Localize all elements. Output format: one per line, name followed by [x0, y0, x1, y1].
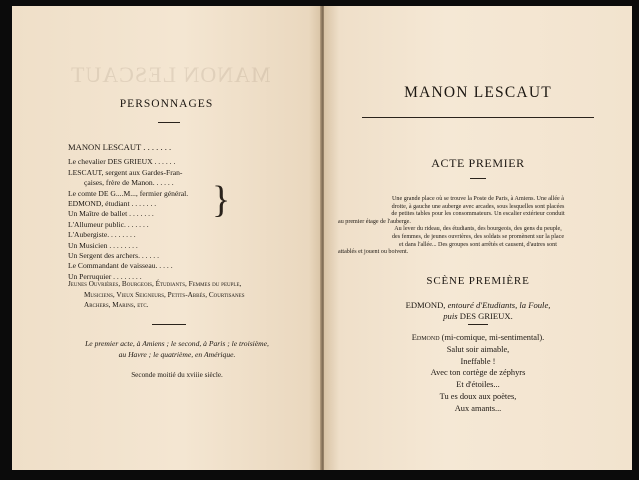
- character-name: EDMOND,: [405, 300, 446, 310]
- speaker-line: [324, 332, 632, 344]
- title-rule: [362, 117, 594, 118]
- cast-entry: Le chevalier DES GRIEUX . . . . . .: [68, 157, 176, 167]
- personnages-rule: [158, 122, 180, 123]
- entrance-rule: [468, 324, 488, 325]
- ensemble-list: [68, 279, 308, 311]
- entrance-line-1: [324, 300, 632, 311]
- verse-line: Aux amants...: [454, 403, 502, 413]
- cast-entry: Un Sergent des archers. . . . . .: [68, 250, 159, 260]
- speaker-name: Edmond: [411, 333, 440, 342]
- play-title: MANON LESCAUT: [404, 84, 552, 101]
- cast-entry: L'Aubergiste. . . . . . . .: [68, 230, 136, 240]
- stage-line: Au lever du rideau, des étudiants, des bourgeois, des gens du peuple,: [394, 226, 562, 233]
- stage-directions: [332, 196, 624, 257]
- right-page: [324, 6, 632, 470]
- cast-entry: LESCAUT, sergent aux Gardes-Fran-: [68, 167, 183, 177]
- verse-line: Ineffable !: [460, 356, 496, 366]
- verse-block: [324, 332, 632, 415]
- ensemble-line: Jeunes Ouvrières, Bourgeois, Étudiants, Femmes du peuple,: [68, 280, 242, 288]
- verse-line: Salut soir aimable,: [446, 344, 510, 354]
- scene-heading: SCÈNE PREMIÈRE: [426, 275, 530, 287]
- cast-entry: çaises, frère de Manon. . . . . .: [84, 178, 174, 188]
- cast-entry: Un Musicien . . . . . . . .: [68, 240, 138, 250]
- scene-entrance: [324, 300, 632, 322]
- verse-line: Avec ton cortège de zéphyrs: [430, 368, 526, 378]
- stage-line: Une grande place où se trouve la Poste de Paris, à Amiens. Une allée à: [392, 196, 564, 202]
- cast-entry: Le Commandant de vaisseau. . . . .: [68, 261, 173, 271]
- verse-line: Et d'étoiles...: [456, 380, 500, 390]
- stage-line: et dans l'allée... Des groupes sont arrêtés et causent, d'autres sont: [399, 241, 557, 248]
- cast-entry: EDMOND, étudiant . . . . . . .: [68, 198, 157, 208]
- entrance-line-2: [324, 311, 632, 322]
- setting-line: Le premier acte, à Amiens ; le second, à Paris ; le troisième,: [85, 339, 269, 348]
- stage-line: attablés et jouent ou boivent.: [338, 249, 409, 256]
- show-through-title: MANON LESCAUT: [70, 62, 271, 87]
- entrance-puis: puis: [443, 311, 458, 321]
- verse-line: Tu es doux aux poètes,: [439, 391, 517, 401]
- cast-list: [68, 142, 268, 282]
- ensemble-line: Archers, Marins, etc.: [84, 301, 149, 310]
- setting-note: [52, 338, 302, 360]
- act-heading: ACTE PREMIER: [431, 156, 525, 170]
- cast-entry: Un Perruquier . . . . . . . .: [68, 271, 142, 281]
- voice-brace: }: [212, 179, 231, 221]
- stage-line: de petites tables pour les consommateurs. Un escalier extérieur conduit: [391, 211, 565, 218]
- left-page: [12, 6, 321, 470]
- stage-line: des femmes, de jeunes ouvrières, des soldats se promènent sur la place: [391, 233, 565, 240]
- entrance-description: entouré d'Etudiants, la Foule,: [447, 300, 551, 310]
- character-name: DES GRIEUX.: [459, 311, 513, 321]
- epoch-note: Seconde moitié du xviiie siècle.: [131, 371, 223, 379]
- act-rule: [470, 178, 486, 179]
- stage-line: droite, à gauche une auberge avec arcades, sous lesquelles sont placées: [391, 203, 565, 210]
- cast-entry: Le comte DE G....M..., fermier général.: [68, 188, 189, 198]
- ensemble-line: Musiciens, Vieux Seigneurs, Petits-Abbés, Courtisanes: [84, 290, 245, 299]
- stage-line: au premier étage de l'auberge.: [338, 218, 411, 225]
- cast-entry: L'Allumeur public. . . . . . .: [68, 219, 149, 229]
- personnages-heading: PERSONNAGES: [119, 98, 214, 110]
- cast-entry: MANON LESCAUT . . . . . . .: [68, 142, 172, 152]
- cast-entry: Un Maître de ballet . . . . . . .: [68, 209, 154, 219]
- speaker-note: (mi-comique, mi-sentimental).: [441, 333, 545, 342]
- setting-rule: [152, 324, 186, 325]
- setting-line: au Havre ; le quatrième, en Amérique.: [118, 350, 236, 359]
